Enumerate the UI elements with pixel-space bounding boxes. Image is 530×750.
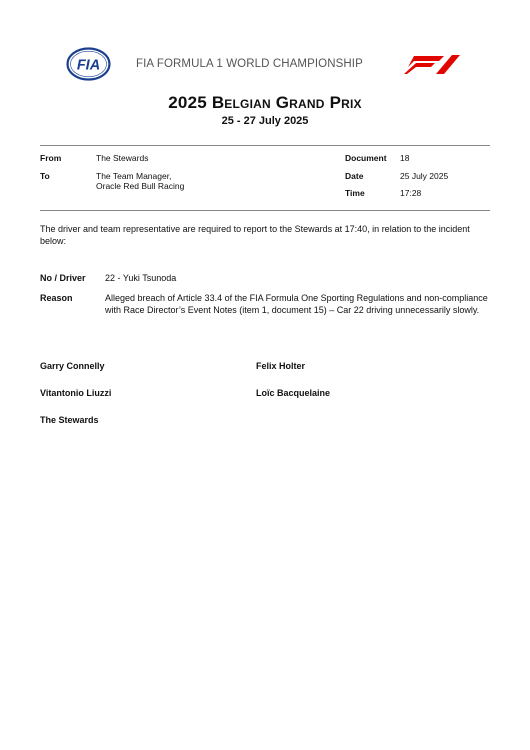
from-label: From [40,153,62,163]
header-divider-bottom [40,210,490,211]
summons-intro: The driver and team representative are required to report to the Stewards at 17:40, in relation to the incident below: [40,224,470,246]
time-value: 17:28 [400,188,422,198]
steward-3: Vitantonio Liuzzi [40,388,112,398]
header-divider-top [40,145,490,146]
document-value: 18 [400,153,410,163]
to-value [96,171,184,191]
to-label: To [40,171,50,181]
event-dates: 25 - 27 July 2025 [221,115,309,127]
date-label: Date [345,171,364,181]
f1-logo-icon [404,53,464,75]
fia-logo-text: FIA [76,57,101,74]
stewards-signoff: The Stewards [40,415,99,425]
to-value-line2: Oracle Red Bull Racing [96,181,185,191]
from-value: The Stewards [96,153,149,163]
championship-name: FIA FORMULA 1 WORLD CHAMPIONSHIP [136,58,363,70]
steward-4: Loïc Bacquelaine [256,388,331,398]
date-value: 25 July 2025 [400,171,449,181]
time-label: Time [345,188,365,198]
document-label: Document [345,153,387,163]
document-header [40,42,490,82]
reason-label: Reason [40,293,73,303]
title-year: 2025 [168,93,207,112]
title-event: Belgian Grand Prix [211,93,362,112]
driver-label: No / Driver [40,273,86,283]
steward-2: Felix Holter [256,361,306,371]
reason-value: Alleged breach of Article 33.4 of the FIA Formula One Sporting Regulations and non-compliance with Race Director’s Event Notes (item 1, document 15) – Car 22 driving unnecessarily slowly. [105,293,488,315]
driver-value: 22 - Yuki Tsunoda [105,273,177,283]
steward-1: Garry Connelly [40,361,105,371]
page-title [0,93,530,113]
fia-logo [66,47,111,81]
to-value-line1: The Team Manager, [96,171,172,181]
